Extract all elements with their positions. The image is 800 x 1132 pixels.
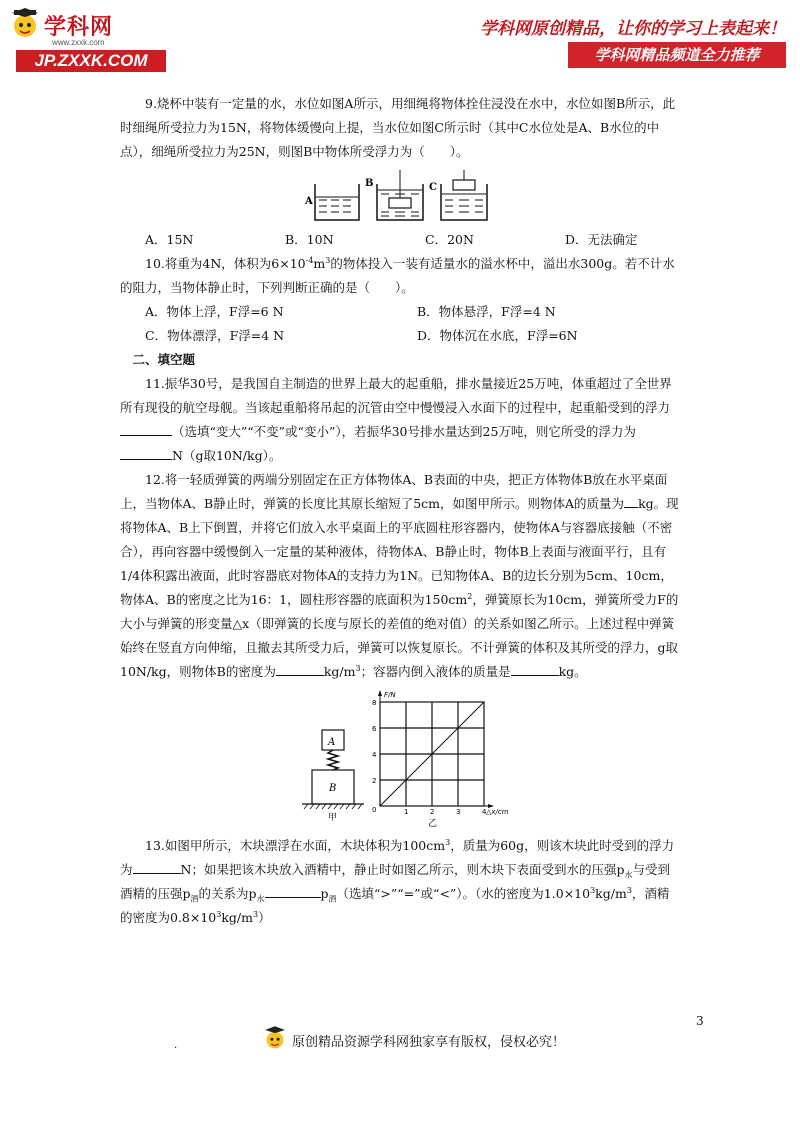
logo-url: JP.ZXXK.COM [16,50,166,72]
page-footer [262,1022,565,1058]
footer-copyright: 原创精品资源学科网独家享有版权，侵权必究！ [292,1034,566,1050]
site-logo [8,8,176,72]
footer-dot: . [174,1040,178,1051]
option-b: B．10N [285,232,334,247]
question-13: 13.如图甲所示，木块漂浮在水面，木块体积为$100cm^3$，质量为60g，则该木块此时受到的浮力为 N；如果把该木块放入酒精中，静止时如图乙所示，则木块下表面受到水的压强$p_水$与受到酒精的压强$p_酒$的关系为$p_水$ $p_酒$（选填“>”“=”或“<”）。（水的密度为$1.0\times 10^3kg/m^3$，酒精的密度为$0.8\times 10^3kg/m^3$） [120,837,675,925]
question-9-options [120,228,680,252]
option-a: A．15N [145,232,194,247]
x-axis-label: △x/cm [486,808,509,816]
header-badge: 学科网精品频道全力推荐 [568,42,786,68]
fig-label-c: C [429,182,437,193]
beaker-c [441,170,487,220]
mascot-icon [8,8,42,48]
option-d: D．物体沉在水底，F浮=6N [417,328,578,343]
x-tick: 1 [404,808,409,816]
x-tick: 3 [456,808,461,816]
beaker-a [315,184,359,220]
option-b: B．物体悬浮，F浮=4 N [417,304,556,319]
figure-yi-graph [372,690,509,829]
answer-blank[interactable] [511,661,559,676]
question-10-options-row1 [120,300,680,324]
answer-blank[interactable] [624,493,638,508]
x-tick: 4 [482,808,487,816]
figure-jia [302,730,364,823]
question-11: 11.振华30号，是我国自主制造的世界上最大的起重船，排水量接近25万吨，体重超过了全世界所有现役的航空母舰。当该起重船将吊起的沉管由空中慢慢浸入水面下的过程中，起重船受到的浮力（选填“变大”“不变”或“变小”），若振华30号排水量达到25万吨，则它所受的浮力为N（g取10N/kg）。 [120,376,672,463]
beaker-b [377,170,423,220]
option-d: D．无法确定 [565,232,638,247]
beaker-figure [305,170,505,222]
answer-blank[interactable] [120,421,172,436]
answer-blank[interactable] [265,883,321,898]
y-tick: 4 [372,751,377,759]
document-body [120,92,680,930]
y-tick: 8 [372,699,377,707]
option-a: A．物体上浮，F浮=6 N [145,304,284,319]
logo-text: 学科网 [44,15,114,40]
option-c: C．20N [425,232,474,247]
logo-small-url: www.zxxk.com [52,38,105,47]
question-10-options-row2 [120,324,680,348]
fig-label-a: A [305,196,313,207]
spring-figure [300,688,510,830]
section-heading: 二、填空题 [132,352,196,367]
y-axis-label: F/N [384,691,396,699]
mascot-icon [262,1024,288,1056]
question-10-stem: 10.将重为4N，体积为$6\times 10^{-4}m^3$的物体投入一装有适量水的溢水杯中，溢出水300g。若不计水的阻力，当物体静止时，下列判断正确的是（ ）。 [120,255,675,295]
answer-blank[interactable] [120,445,172,460]
fig-label-b: B [365,178,374,189]
option-c: C．物体漂浮，F浮=4 N [145,328,285,343]
page-number: 3 [696,1014,704,1028]
question-12: 12.将一轻质弹簧的两端分别固定在正方体物体A、B表面的中央，把正方体物体B放在水平桌面上，当物体A、B静止时，弹簧的长度比其原长缩短了5cm，如图甲所示。则物体A的质量为 kg。现将物体A、B上下倒置，并将它们放入水平桌面上的平底圆柱形容器内，使物体A与容器底接触（不密合），再向容器中缓慢倒入一定量的某种液体，待物体A、B静止时，物体B上表面与液面平行，且有1/4体积露出液面，此时容器底对物体A的支持力为1N。已知物体A、B的边长分别为5cm、10cm，物体A、B的密度之比为16：1，圆柱形容器的底面积为$150cm^2$，弹簧原长为10cm，弹簧所受力F的大小与弹簧的形变量△x（即弹簧的长度与原长的差值的绝对值）的关系如图乙所示。上述过程中弹簧始终在竖直方向伸缩，且撤去其所受力后，弹簧可以恢复原长。不计弹簧的体积及其所受的浮力，g取10N/kg，则物体B的密度为 $kg/m^3$；容器内倒入液体的质量是 kg。 [120,472,679,679]
page-header [0,0,800,80]
y-tick: 6 [372,725,377,733]
answer-blank[interactable] [276,661,324,676]
answer-blank[interactable] [133,859,181,874]
figure-jia-label: 甲 [328,813,338,823]
y-tick: 2 [372,777,377,785]
block-b-label: B [329,783,337,794]
figure-yi-label: 乙 [428,819,438,829]
header-slogan: 学科网原创精品，让你的学习上表起来！ [480,19,786,39]
origin-label: 0 [372,806,377,814]
block-a-label: A [328,737,336,748]
question-9-stem: 9.烧杯中装有一定量的水，水位如图A所示，用细绳将物体拴住浸没在水中，水位如图B所示，此时细绳所受拉力为15N，将物体缓慢向上提，当水位如图C所示时（其中C水位处是A、B水位的中点），细绳所受拉力为25N，则图B中物体所受浮力为（ ）。 [120,96,676,159]
x-tick: 2 [430,808,435,816]
